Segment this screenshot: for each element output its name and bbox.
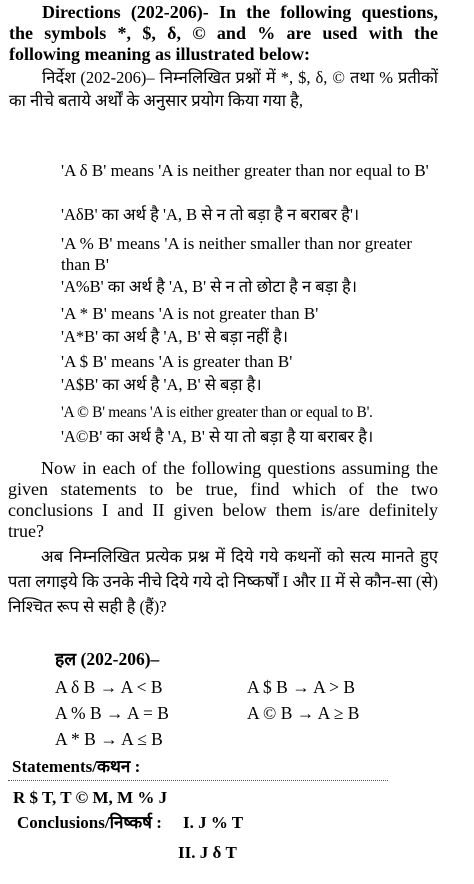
solution-star: A * B → A ≤ B [55, 729, 163, 749]
solution-dollar: A $ B → A > B [247, 677, 356, 697]
statements-label: Statements/कथन : [12, 757, 141, 776]
definition-star-en: 'A * B' means 'A is not greater than B' [61, 304, 319, 323]
definition-percent-hi: 'A%B' का अर्थ है 'A, B' से न तो छोटा है न बड़ा है। [61, 277, 357, 296]
solution-delta: A δ B → A < B [55, 677, 163, 697]
conclusion-one: I. J % T [183, 813, 244, 832]
instruction-hindi: अब निम्नलिखित प्रत्येक प्रश्न में दिये गये कथनों को सत्य मानते हुए पता लगाइये कि उनके नीचे दिये गये दो निष्कर्षों I और II में से कौन-सा (से) निश्चित रूप से सही है (हैं)? [8, 547, 438, 616]
conclusions-label: Conclusions/निष्कर्ष : [17, 813, 162, 832]
definition-dollar-en: 'A $ B' means 'A is greater than B' [61, 352, 293, 371]
conclusion-two: II. J δ T [178, 843, 237, 862]
definition-delta-en: 'A δ B' means 'A is neither greater than nor equal to B' [61, 161, 429, 180]
solution-percent: A % B → A = B [55, 703, 169, 723]
solution-heading: हल (202-206)– [55, 649, 160, 669]
directions-english: Directions (202-206)- In the following questions, the symbols *, $, δ, © and % are used with the following meaning as illustrated below: [9, 2, 438, 64]
definition-copyright-en: 'A © B' means 'A is either greater than or equal to B'. [61, 404, 373, 421]
statement-text: R $ T, T © M, M % J [13, 788, 168, 807]
instruction-english: Now in each of the following questions assuming the given statements to be true, find which of the two conclusions I and II given below them is/are definitely true? [8, 458, 438, 541]
definition-copyright-hi: 'A©B' का अर्थ है 'A, B' से या तो बड़ा है या बराबर है। [61, 427, 374, 446]
solution-copyright: A © B → A ≥ B [247, 703, 360, 723]
directions-hindi: निर्देश (202-206)– निम्नलिखित प्रश्नों में *, $, δ, © तथा % प्रतीकों का नीचे बताये अर्थों के अनुसार प्रयोग किया गया है, [9, 68, 438, 110]
definition-delta-hi: 'AδB' का अर्थ है 'A, B से न तो बड़ा है न बराबर है'। [61, 205, 360, 224]
definition-star-hi: 'A*B' का अर्थ है 'A, B' से बड़ा नहीं है। [61, 327, 288, 346]
definition-dollar-hi: 'A$B' का अर्थ है 'A, B' से बड़ा है। [61, 375, 262, 394]
statements-divider [8, 780, 388, 781]
definition-percent-en: 'A % B' means 'A is neither smaller than nor greater than B' [61, 234, 412, 274]
